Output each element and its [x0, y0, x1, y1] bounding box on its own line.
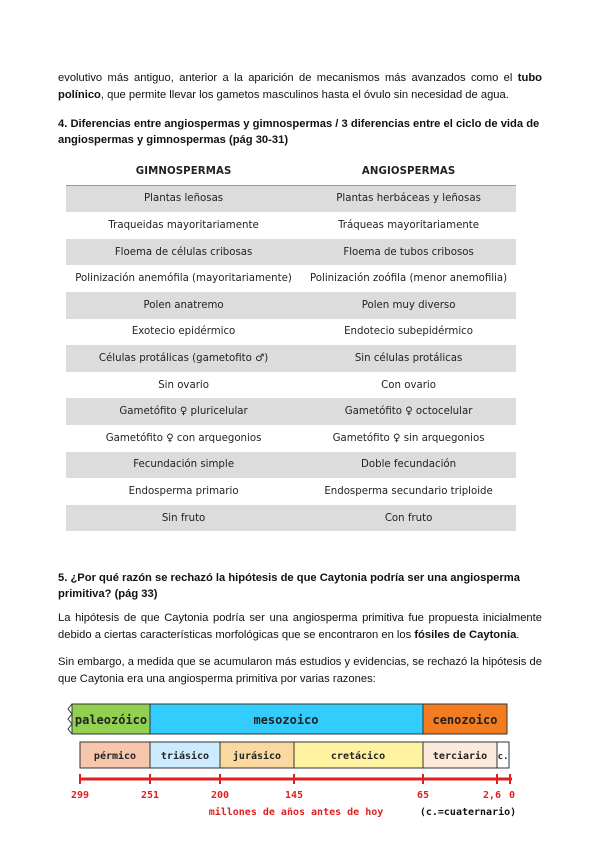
- period-label-terciario: terciario: [432, 751, 488, 762]
- table-row: [66, 425, 516, 452]
- table-row: [66, 239, 516, 266]
- tick-label-0: 0: [508, 790, 516, 801]
- table-row: [66, 212, 516, 239]
- intro-text: evolutivo más antiguo, anterior a la aparición de mecanismos más avanzados como el: [58, 72, 518, 84]
- q5-paragraph-2: Sin embargo, a medida que se acumularon más estudios y evidencias, se rechazó la hipótesis de que Caytonia era una angiosperma primitiva por varias razones:: [58, 656, 542, 685]
- table-row: [66, 398, 516, 425]
- tick-label-299: 299: [70, 790, 90, 801]
- table-row: [66, 478, 516, 505]
- table-row: [66, 319, 516, 346]
- cell-gimnospermas: Gametófito ♀ con arquegonios: [105, 432, 262, 444]
- cell-angiospermas: Polinización zoófila (menor anemofilia): [310, 273, 508, 285]
- table-row: [66, 292, 516, 319]
- cell-angiospermas: Endotecio subepidérmico: [344, 326, 474, 338]
- era-label-mesozoico: mesozoico: [253, 713, 319, 727]
- period-label-permico: pérmico: [93, 751, 137, 762]
- period-label-cuaternario: c.: [497, 752, 509, 762]
- intro-text-end: , que permite llevar los gametos masculinos hasta el óvulo sin necesidad de agua.: [100, 89, 509, 101]
- q5-paragraph-1: [58, 610, 542, 644]
- period-label-jurasico: jurásico: [232, 751, 282, 762]
- q5-p1-bold-term: fósiles de Caytonia: [414, 629, 517, 641]
- cell-angiospermas: Con fruto: [301, 505, 516, 532]
- intro-bold-term: tubo polínico: [58, 72, 542, 101]
- table-row: [66, 265, 516, 292]
- era-label-cenozoico: cenozoico: [432, 713, 498, 727]
- cell-angiospermas: Gametófito ♀ sin arquegonios: [332, 432, 485, 444]
- cell-gimnospermas: Polinización anemófila (mayoritariamente): [75, 273, 292, 285]
- comparison-table: [66, 158, 516, 531]
- tick-label-251: 251: [140, 790, 160, 801]
- era-broken-edge: [68, 704, 72, 734]
- cell-gimnospermas: Fecundación simple: [66, 452, 301, 479]
- axis-label: millones de años antes de hoy: [208, 807, 384, 818]
- cell-angiospermas: Polen muy diverso: [301, 292, 516, 319]
- table-row: [66, 185, 516, 212]
- period-label-cretacico: cretácico: [330, 751, 386, 762]
- cell-gimnospermas: Exotecio epidérmico: [131, 326, 236, 338]
- cell-gimnospermas: Sin fruto: [66, 505, 301, 532]
- tick-label-145: 145: [284, 790, 304, 801]
- header-angiospermas: ANGIOSPERMAS: [301, 158, 516, 185]
- q5-p1-text: La hipótesis de que Caytonia podría ser una angiosperma primitiva fue propuesta inicialmente debido a ciertas características morfológicas que se encontraron en los: [58, 612, 542, 641]
- tick-label-65: 65: [416, 790, 430, 801]
- period-label-triasico: triásico: [160, 751, 210, 762]
- cell-gimnospermas: Plantas leñosas: [66, 185, 301, 212]
- cell-angiospermas: Sin células protálicas: [301, 345, 516, 372]
- cell-gimnospermas: Floema de células cribosas: [66, 239, 301, 266]
- cell-gimnospermas: Endosperma primario: [128, 485, 239, 497]
- cell-gimnospermas: Células protálicas (gametofito ♂): [66, 345, 301, 372]
- question-5-heading: 5. ¿Por qué razón se rechazó la hipótesis de que Caytonia podría ser una angiosperma primitiva? (pág 33): [58, 572, 520, 600]
- cell-angiospermas: Con ovario: [381, 379, 436, 391]
- cell-angiospermas: Floema de tubos cribosos: [301, 239, 516, 266]
- cell-angiospermas: Doble fecundación: [301, 452, 516, 479]
- tick-label-200: 200: [210, 790, 230, 801]
- q5-p1-end: .: [516, 629, 520, 641]
- geologic-timeline: [0, 698, 600, 828]
- tick-label-2-6: 2,6: [482, 790, 502, 801]
- intro-paragraph: [58, 70, 542, 104]
- table-row: [66, 345, 516, 372]
- table-row: [66, 505, 516, 532]
- table-header-row: [66, 158, 516, 185]
- cell-gimnospermas: Traqueidas mayoritariamente: [108, 219, 259, 231]
- era-label-paleozoico: paleozóico: [74, 713, 148, 727]
- table-row: [66, 452, 516, 479]
- cell-angiospermas: Plantas herbáceas y leñosas: [301, 185, 516, 212]
- table-row: [66, 372, 516, 399]
- question-4-heading: 4. Diferencias entre angiospermas y gimnospermas / 3 diferencias entre el ciclo de vida de angiospermas y gimnospermas (pág 30-31): [58, 118, 540, 146]
- cell-angiospermas: Tráqueas mayoritariamente: [338, 219, 480, 231]
- cell-angiospermas: Endosperma secundario triploide: [324, 485, 493, 497]
- header-gimnospermas: GIMNOSPERMAS: [66, 158, 301, 185]
- axis-note: (c.=cuaternario): [419, 807, 517, 818]
- cell-gimnospermas: Polen anatremo: [66, 292, 301, 319]
- cell-gimnospermas: Sin ovario: [158, 379, 209, 391]
- cell-angiospermas: Gametófito ♀ octocelular: [301, 398, 516, 425]
- cell-gimnospermas: Gametófito ♀ pluricelular: [66, 398, 301, 425]
